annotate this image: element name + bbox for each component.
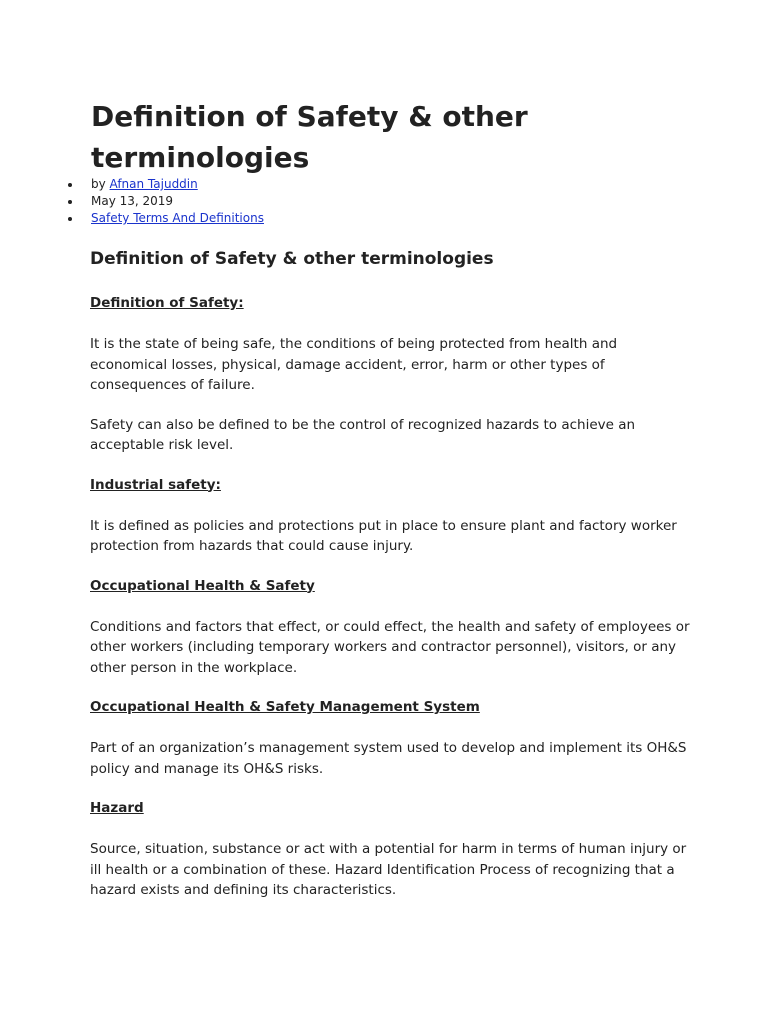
meta-author-item xyxy=(66,176,264,193)
section-heading-industrial-safety: Industrial safety: xyxy=(90,476,221,493)
section-paragraph: Conditions and factors that effect, or could effect, the health and safety of employees or other workers (including temporary workers and contractor personnel), visitors, or any other person in the workplace. xyxy=(90,618,690,676)
publish-date: May 13, 2019 xyxy=(91,194,174,208)
section-heading-ohs-management-system: Occupational Health & Safety Management System xyxy=(90,699,480,715)
section-heading-occupational-health-safety: Occupational Health & Safety xyxy=(90,577,315,594)
section-paragraph: It is the state of being safe, the conditions of being protected from health and economical losses, physical, damage accident, error, harm or other types of consequences of failure. xyxy=(90,336,618,393)
bullet-icon xyxy=(68,217,72,221)
section-paragraph: Source, situation, substance or act with a potential for harm in terms of human injury or ill health or a combination of these. Hazard Identification Process of recognizing that a hazard exists and defining its characteristics. xyxy=(90,841,687,898)
author-link[interactable]: Afnan Tajuddin xyxy=(109,177,198,191)
article-heading: Definition of Safety & other terminologies xyxy=(90,249,494,269)
bullet-icon xyxy=(68,183,72,187)
category-link[interactable]: Safety Terms And Definitions xyxy=(91,211,264,225)
section-heading-hazard: Hazard xyxy=(90,800,144,816)
section-heading-definition-of-safety: Definition of Safety: xyxy=(90,295,244,311)
section-paragraph: Part of an organization’s management system used to develop and implement its OH&S policy and manage its OH&S risks. xyxy=(90,740,687,777)
page-title: Definition of Safety & other terminologies xyxy=(91,100,528,174)
article-body xyxy=(90,247,690,920)
meta-category-item xyxy=(66,210,264,227)
article-meta-list xyxy=(66,176,264,227)
bullet-icon xyxy=(68,200,72,204)
section-paragraph: It is defined as policies and protections put in place to ensure plant and factory worker protection from hazards that could cause injury. xyxy=(90,517,677,554)
section-paragraph: Safety can also be defined to be the control of recognized hazards to achieve an acceptable risk level. xyxy=(90,416,636,453)
meta-date-item xyxy=(66,193,264,210)
by-label: by xyxy=(91,177,106,191)
